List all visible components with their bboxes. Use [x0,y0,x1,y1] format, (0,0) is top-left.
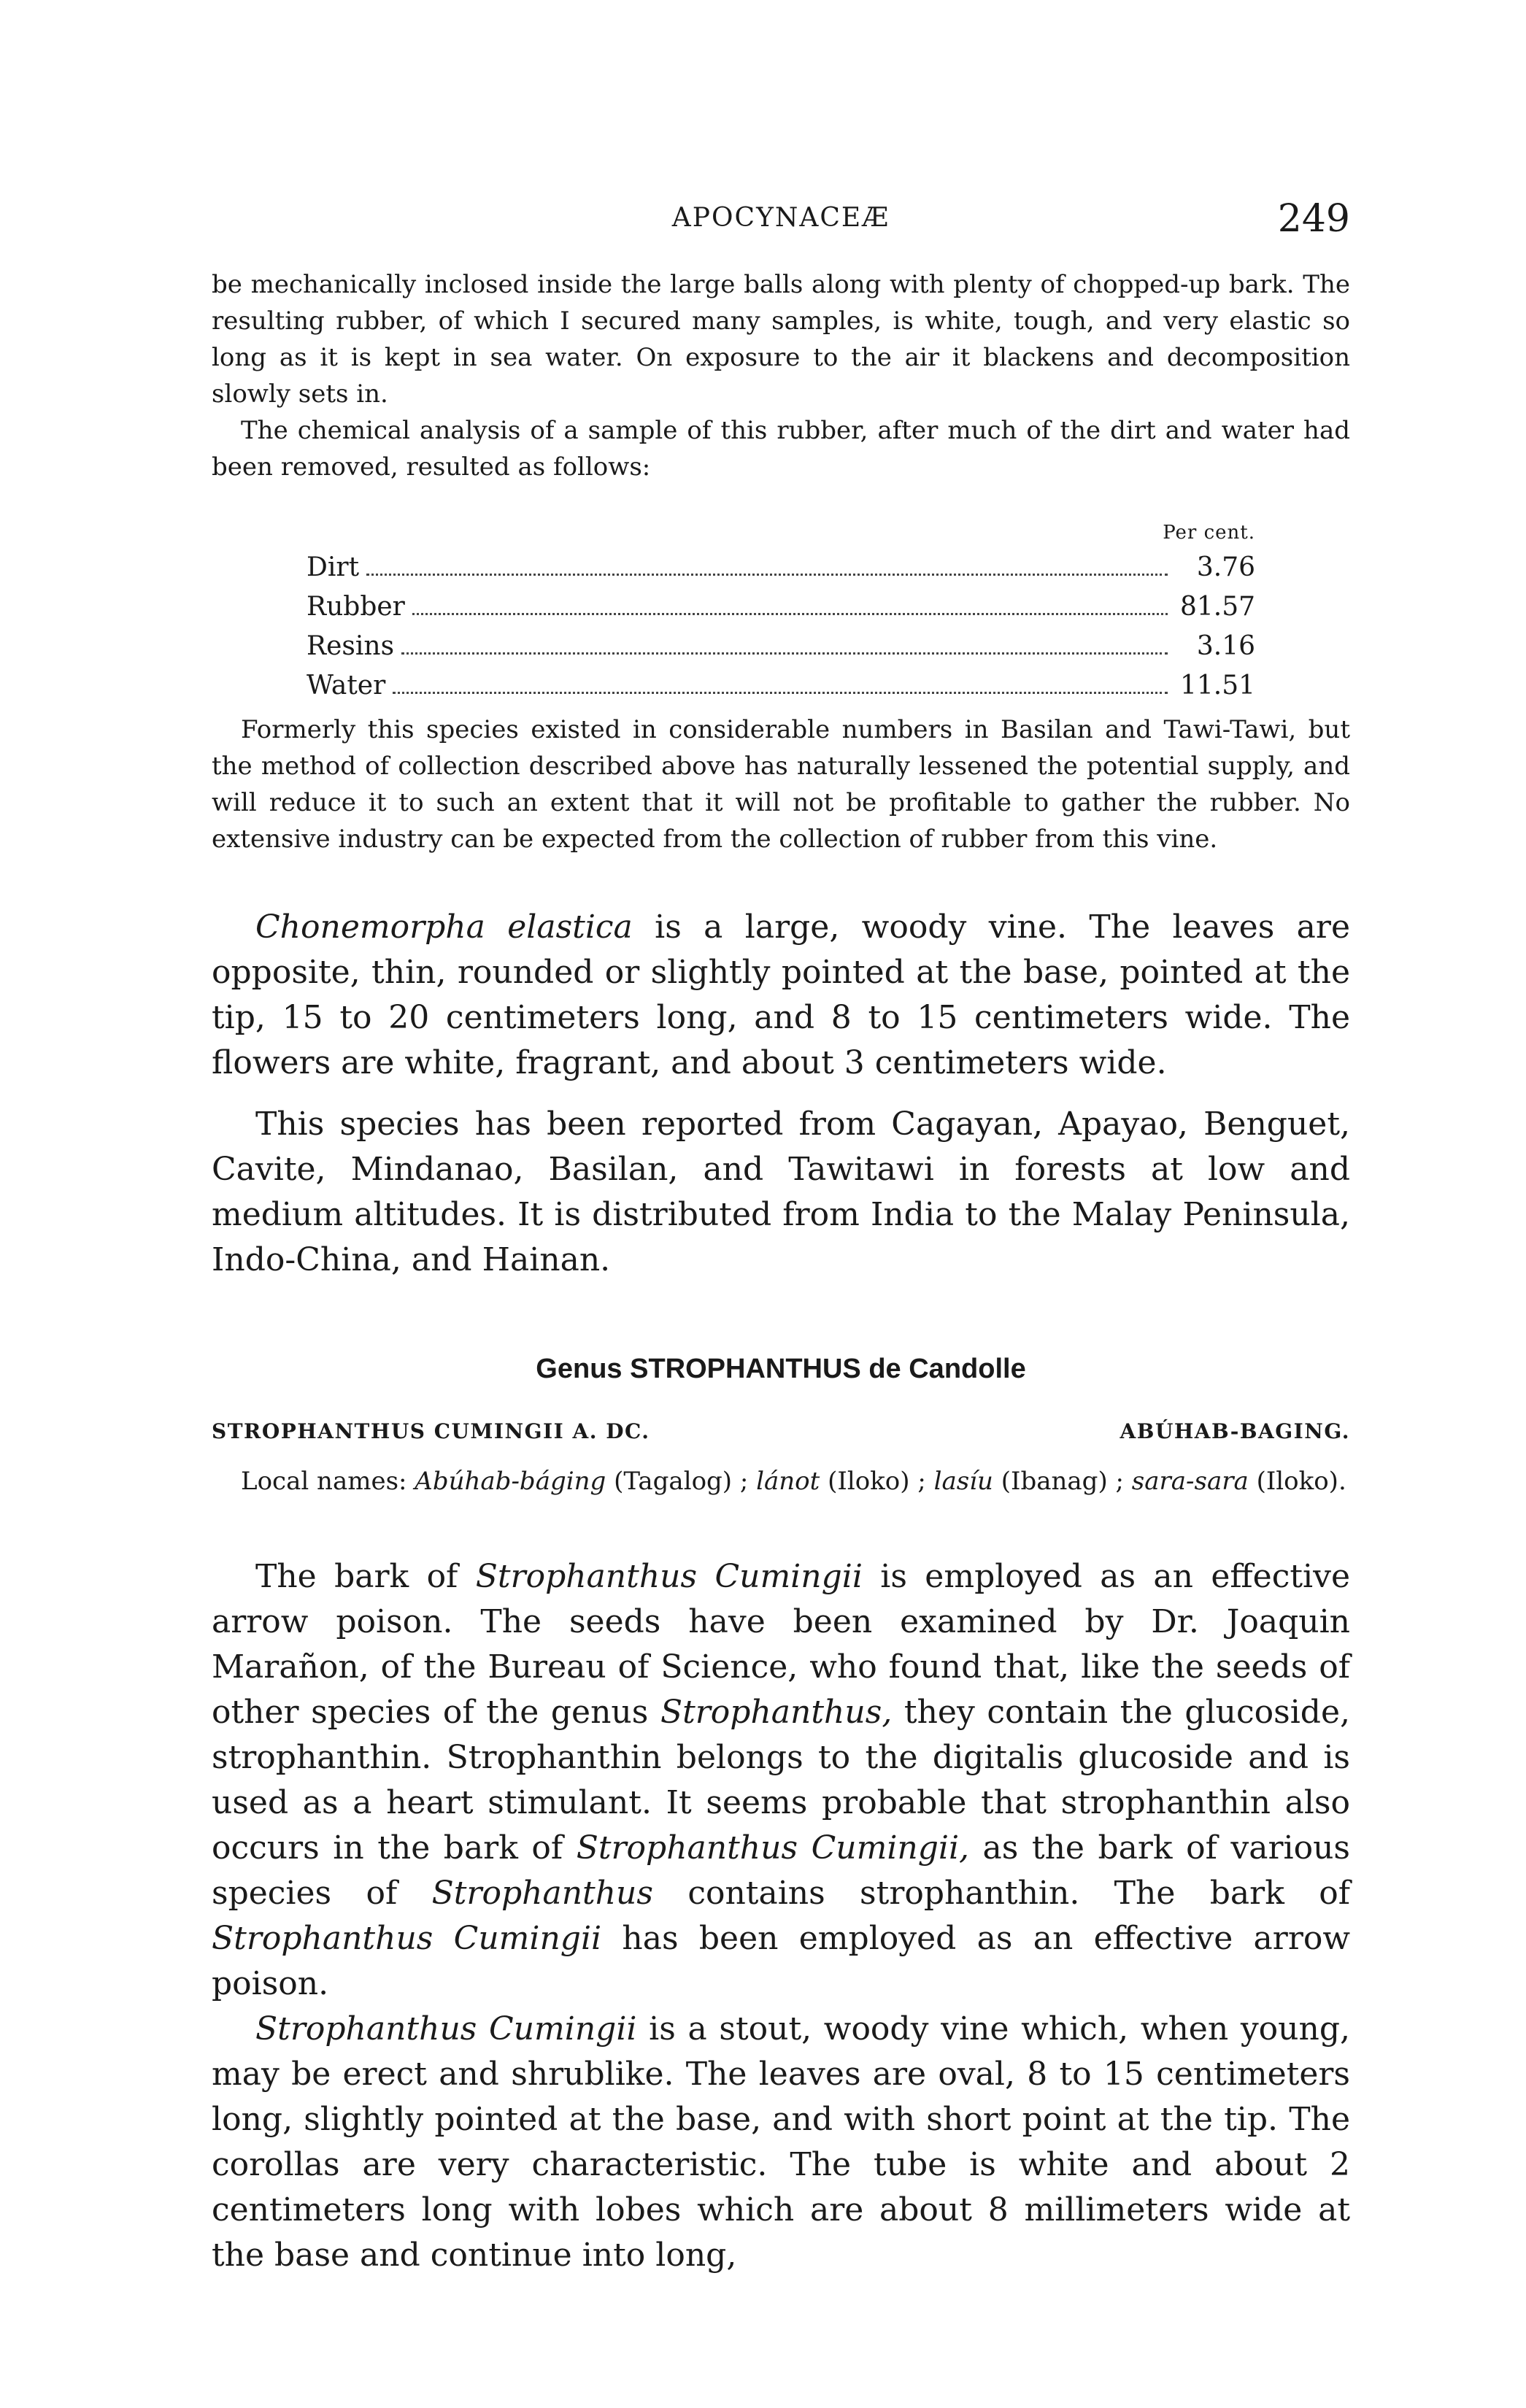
language: (Iloko) ; [820,1467,934,1496]
species-name-italic: Strophanthus Cumingii, [576,1829,970,1867]
strophanthus-paragraph-1 [212,1554,1350,2007]
language: (Ibanag) ; [993,1467,1132,1496]
table-row [307,671,1255,710]
chonemorpha-desc-text: is a large, woody vine. The leaves are opposite, thin, rounded or slightly pointed at the base, pointed at the tip, 15 to 20 centimeters long, and 8 to 15 centimeters wide. The flowers are white, fragrant, and about 3 centimeters wide. [212,908,1350,1081]
page-number: 249 [1277,197,1350,241]
row-label: Rubber [307,592,405,622]
local-name: lasíu [933,1467,993,1496]
text: they contain the glucoside, strophanthin. Strophanthin belongs to the digitalis glucoside and is used as a heart stimulant. It seems probable that strophanthin also occurs in the bark of [212,1694,1350,1867]
text: as the bark of various species of [212,1829,1351,1912]
strophanthus-section [212,1554,1350,2278]
leader-dots [366,574,1168,576]
leader-dots [412,613,1168,615]
leader-dots [401,652,1168,655]
leader-dots [393,692,1168,694]
species-name-italic: Chonemorpha elastica [255,908,633,946]
genus-name-italic: Strophanthus [431,1875,653,1912]
row-label: Water [307,671,386,701]
intro-paragraph-1: be mechanically inclosed inside the large balls along with plenty of chopped-up bark. The resulting rubber, of which I secured many samples, is white, tough, and very elastic so long as it is kept in sea water. On exposure to the air it blackens and decomposition slowly sets in. [212,270,1350,409]
language: (Iloko). [1248,1467,1346,1496]
table-row [307,631,1255,671]
species-name: STROPHANTHUS CUMINGII A. DC. [212,1419,650,1443]
text: contains strophanthin. The bark of [652,1875,1350,1912]
species-name-italic: Strophanthus Cumingii [255,2010,637,2048]
row-value: 11.51 [1179,671,1255,701]
local-names-paragraph [212,1463,1350,1500]
row-value: 3.76 [1196,552,1255,582]
page-header [212,197,1350,255]
species-name-italic: Strophanthus Cumingii [212,1920,602,1957]
local-name: lánot [756,1467,820,1496]
text: The bark of [255,1558,476,1595]
strophanthus-paragraph-2 [212,2007,1350,2278]
intro-text [212,266,1350,485]
text: has been employed as an effective arrow poison. [212,1920,1351,2002]
genus-heading: Genus STROPHANTHUS de Candolle [536,1354,1026,1384]
intro-paragraph-2: The chemical analysis of a sample of this rubber, after much of the dirt and water had been removed, resulted as follows: [212,416,1350,482]
row-label: Dirt [307,552,360,582]
text: is employed as an effective arrow poison. The seeds have been examined by Dr. Joaquin Marañon, of the Bureau of Science, who found that, like the seeds of other species of the genus [212,1558,1350,1731]
running-head: APOCYNACEÆ [671,203,890,233]
row-label: Resins [307,631,395,661]
table-row [307,552,1255,592]
after-table-text [212,711,1350,857]
row-value: 81.57 [1179,592,1255,622]
chonemorpha-distribution: This species has been reported from Cagayan, Apayao, Benguet, Cavite, Mindanao, Basilan, and Tawitawi in forests at low and medium altitudes. It is distributed from India to the Malay Peninsula, Indo-China, and Hainan. [212,1105,1350,1278]
text: is a stout, woody vine which, when young, may be erect and shrublike. The leaves are oval, 8 to 15 centimeters long, slightly pointed at the base, and with short point at the tip. The corollas are very characteristic. The tube is white and about 2 centimeters long with lobes which are about 8 millimeters wide at the base and continue into long, [212,2010,1350,2274]
after-table-paragraph: Formerly this species existed in considerable numbers in Basilan and Tawi-Tawi, but the method of collection described above has naturally lessened the potential supply, and will reduce it to such an extent that it will not be profitable to gather the rubber. No extensive industry can be expected from the collection of rubber from this vine. [212,715,1350,854]
chonemorpha-section [212,905,1350,1283]
local-name: sara-sara [1131,1467,1249,1496]
language: (Tagalog) ; [606,1467,757,1496]
genus-name-italic: Strophanthus, [660,1694,893,1731]
table-row [307,592,1255,631]
row-value: 3.16 [1196,631,1255,661]
analysis-table [307,522,1255,710]
local-name: Abúhab-báging [415,1467,606,1496]
chonemorpha-description [212,905,1350,1086]
local-names-intro: Local names: [241,1467,415,1496]
table-column-header: Per cent. [1163,522,1255,544]
species-name-italic: Strophanthus Cumingii [475,1558,863,1595]
local-names [212,1463,1350,1500]
local-name-heading: ABÚHAB-BAGING. [1120,1419,1350,1443]
